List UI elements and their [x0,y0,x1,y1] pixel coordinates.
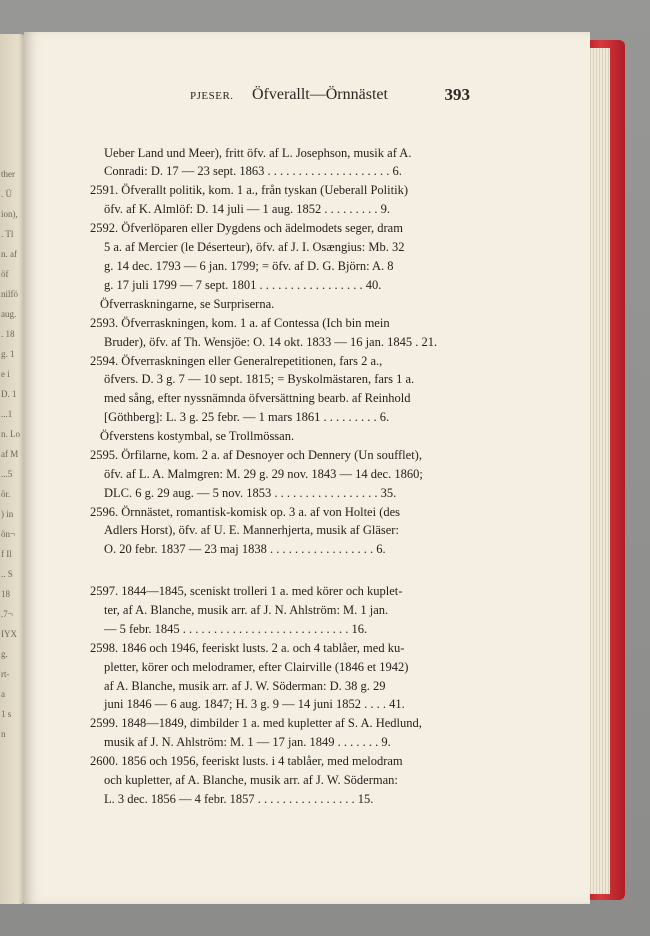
entry-line: O. 20 febr. 1837 — 23 maj 1838 . . . . . . . . . . . . . . . . . 6. [104,542,386,556]
entry-line: 2599. 1848—1849, dimbilder 1 a. med kupletter af S. A. Hedlund, [90,716,422,730]
entry-line: 2597. 1844—1845, sceniskt trolleri 1 a. med körer och kuplet- [90,584,403,598]
facing-page-edge [0,34,26,904]
entry-line: öfvers. D. 3 g. 7 — 10 sept. 1815; = Byskolmästaren, fars 1 a. [104,372,415,386]
entry-line: g. 14 dec. 1793 — 6 jan. 1799; = öfv. af D. G. Björn: A. 8 [104,259,394,273]
entry-line: Adlers Horst), öfv. af U. E. Mannerhjerta, musik af Gläser: [104,523,399,537]
entry-line: 2591. Öfverallt politik, kom. 1 a., från tyskan (Ueberall Politik) [90,183,408,197]
facing-page-fragment: IYX [1,629,17,639]
facing-page-fragment: ...5 [1,469,13,479]
facing-page-fragment: g. [1,649,8,659]
facing-page-fragment: . Tl [1,229,14,239]
entry-line: Öfverraskningarne, se Surpriserna. [100,297,275,311]
facing-page-text-fragments [1,164,23,804]
entry-line: pletter, körer och melodramer, efter Clairville (1846 et 1942) [104,660,409,674]
entry-line: 2595. Örfilarne, kom. 2 a. af Desnoyer och Dennery (Un soufflet), [90,448,422,462]
entry-line: ter, af A. Blanche, musik arr. af J. N. Ahlström: M. 1 jan. [104,603,389,617]
entry-line: 2598. 1846 och 1946, feeriskt lusts. 2 a. och 4 tablåer, med ku- [90,641,405,655]
facing-page-fragment: . Ü [1,189,12,199]
entry-line: Öfverstens kostymbal, se Trollmössan. [100,429,295,443]
entry-line: [Göthberg]: L. 3 g. 25 febr. — 1 mars 1861 . . . . . . . . . 6. [104,410,390,424]
entry-line: — 5 febr. 1845 . . . . . . . . . . . . . . . . . . . . . . . . . . . 16. [104,622,368,636]
facing-page-fragment: .7¬ [1,609,13,619]
facing-page-fragment: öf [1,269,9,279]
page-number: 393 [444,85,470,104]
facing-page-fragment: n [1,729,6,739]
entry-line: L. 3 dec. 1856 — 4 febr. 1857 . . . . . . . . . . . . . . . . 15. [104,792,374,806]
entry-line: öfv. af L. A. Malmgren: M. 29 g. 29 nov. 1843 — 14 dec. 1860; [104,467,423,481]
facing-page-fragment: n. Lo [1,429,20,439]
facing-page-fragment: . 18 [1,329,15,339]
entry-line: öfv. af K. Almlöf: D. 14 juli — 1 aug. 1852 . . . . . . . . . 9. [104,202,390,216]
facing-page-fragment: ther [1,169,15,179]
entry-line: 5 a. af Mercier (le Déserteur), öfv. af J. I. Osængius: Mb. 32 [104,240,405,254]
entry-line: Ueber Land und Meer), fritt öfv. af L. Josephson, musik af A. [104,146,412,160]
page-header [190,86,490,114]
facing-page-fragment: ...1 [1,409,13,419]
entry-line: 2596. Örnnästet, romantisk-komisk op. 3 a. af von Holtei (des [90,505,401,519]
entry-line: och kupletter, af A. Blanche, musik arr. af J. W. Söderman: [104,773,398,787]
facing-page-fragment: 1 s [1,709,12,719]
facing-page-fragment: rt- [1,669,10,679]
entry-line: Bruder), öfv. af Th. Wensjöe: O. 14 okt. 1833 — 16 jan. 1845 . 21. [104,335,438,349]
entry-line: med sång, efter nyssnämnda öfversättning bearb. af Reinhold [104,391,411,405]
facing-page-fragment: .. S [1,569,13,579]
facing-page-fragment: nilfö [1,289,18,299]
facing-page-fragment: af M [1,449,19,459]
entry-line: musik af J. N. Ahlström: M. 1 — 17 jan. 1849 . . . . . . . 9. [104,735,391,749]
facing-page-fragment: D. 1 [1,389,17,399]
running-head: PJESER. [190,90,234,102]
facing-page-fragment: ) in [1,509,14,519]
entry-line: af A. Blanche, musik arr. af J. W. Söderman: D. 38 g. 29 [104,679,386,693]
facing-page-fragment: f Il [1,549,12,559]
entry-line: 2594. Öfverraskningen eller Generalrepetitionen, fars 2 a., [90,354,383,368]
facing-page-fragment: e i [1,369,10,379]
entry-line: Conradi: D. 17 — 23 sept. 1863 . . . . . . . . . . . . . . . . . . . . 6. [104,164,402,178]
facing-page-fragment: ion), [1,209,18,219]
entry-line: g. 17 juli 1799 — 7 sept. 1801 . . . . . . . . . . . . . . . . . 40. [104,278,382,292]
facing-page-fragment: ör. [1,489,11,499]
entry-line: juni 1846 — 6 aug. 1847; H. 3 g. 9 — 14 juni 1852 . . . . 41. [104,697,405,711]
facing-page-fragment: 18 [1,589,10,599]
entry-line: 2592. Öfverlöparen eller Dygdens och ädelmodets seger, dram [90,221,403,235]
section-title: Öfverallt—Örnnästet [252,86,388,103]
facing-page-fragment: aug. [1,309,17,319]
facing-page-fragment: ön¬ [1,529,16,539]
facing-page-fragment: a [1,689,5,699]
entry-line: 2593. Öfverraskningen, kom. 1 a. af Contessa (Ich bin mein [90,316,390,330]
facing-page-fragment: n. af [1,249,17,259]
facing-page-fragment: g. 1 [1,349,15,359]
entry-line: 2600. 1856 och 1956, feeriskt lusts. i 4 tablåer, med melodram [90,754,403,768]
entry-line: DLC. 6 g. 29 aug. — 5 nov. 1853 . . . . . . . . . . . . . . . . . 35. [104,486,397,500]
